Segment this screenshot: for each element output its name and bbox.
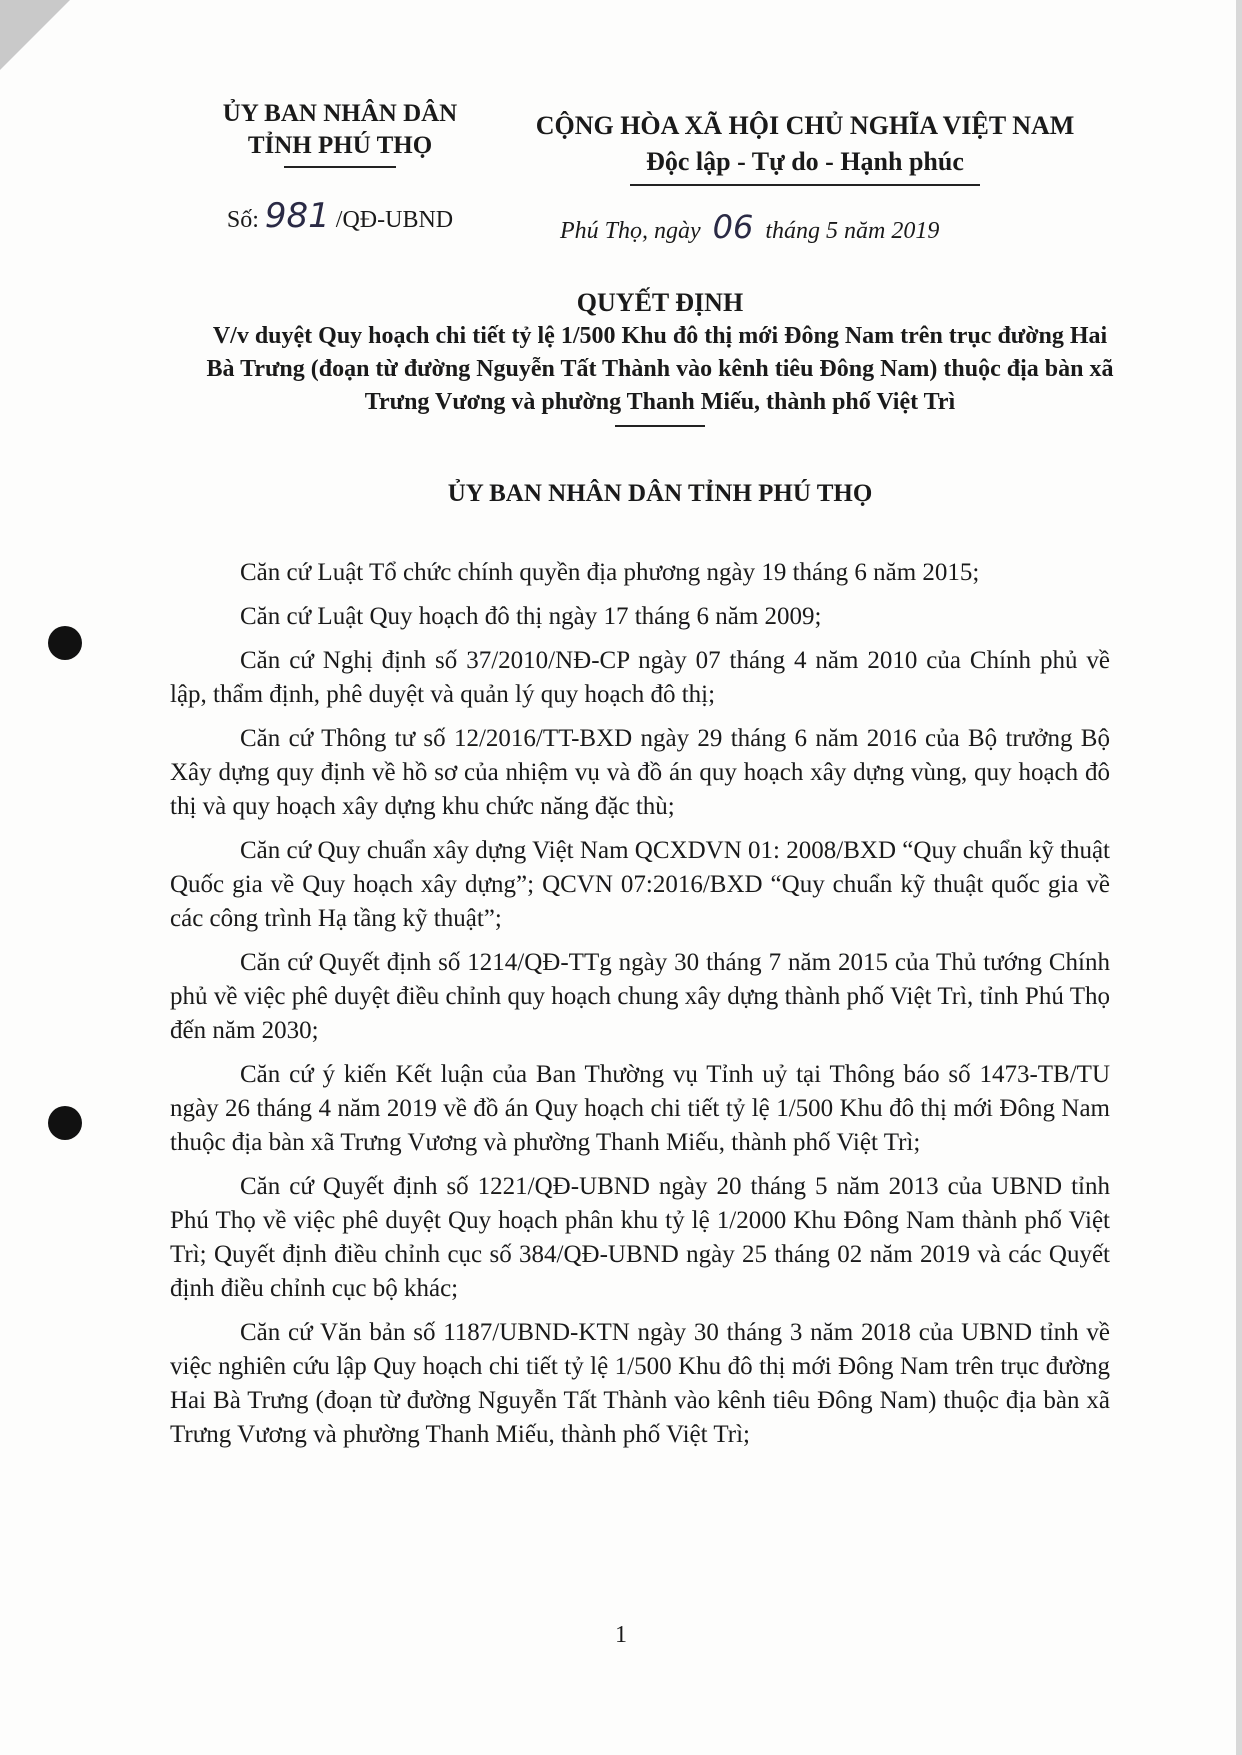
- document-number: [205, 196, 475, 236]
- legal-basis-paragraph: Căn cứ Quyết định số 1221/QĐ-UBND ngày 20 tháng 5 năm 2013 của UBND tỉnh Phú Thọ về việc phê duyệt Quy hoạch phân khu tỷ lệ 1/2000 Khu Đông Nam thành phố Việt Trì; Quyết định điều chỉnh cục số 384/QĐ-UBND ngày 25 tháng 02 năm 2019 và các Quyết định điều chỉnh cục bộ khác;: [170, 1173, 1110, 1302]
- decision-subject: V/v duyệt Quy hoạch chi tiết tỷ lệ 1/500 Khu đô thị mới Đông Nam trên trục đường Hai Bà Trưng (đoạn từ đường Nguyễn Tất Thành vào kênh tiêu Đông Nam) thuộc địa bàn xã Trưng Vương và phường Thanh Miếu, thành phố Việt Trì: [206, 323, 1114, 415]
- decision-title-block: [200, 286, 1120, 427]
- number-prefix: Số:: [226, 207, 259, 233]
- scan-edge: [1236, 0, 1242, 1755]
- legal-basis-paragraph: Căn cứ Luật Tổ chức chính quyền địa phương ngày 19 tháng 6 năm 2015;: [240, 559, 980, 586]
- legal-basis-paragraph: Căn cứ ý kiến Kết luận của Ban Thường vụ Tỉnh uỷ tại Thông báo số 1473-TB/TU ngày 26 tháng 4 năm 2019 về đồ án Quy hoạch chi tiết tỷ lệ 1/500 Khu đô thị mới Đông Nam thuộc địa bàn xã Trưng Vương và phường Thanh Miếu, thành phố Việt Trì;: [170, 1061, 1110, 1156]
- date-suffix: tháng 5 năm 2019: [765, 218, 940, 244]
- title-underline: [615, 425, 705, 427]
- national-title: CỘNG HÒA XÃ HỘI CHỦ NGHĨA VIỆT NAM: [535, 111, 1075, 140]
- legal-basis-paragraph: Căn cứ Quy chuẩn xây dựng Việt Nam QCXDVN 01: 2008/BXD “Quy chuẩn kỹ thuật Quốc gia về Quy hoạch xây dựng”; QCVN 07:2016/BXD “Quy chuẩn kỹ thuật quốc gia về các công trình Hạ tầng kỹ thuật”;: [170, 837, 1110, 932]
- legal-basis-paragraph: Căn cứ Văn bản số 1187/UBND-KTN ngày 30 tháng 3 năm 2018 của UBND tỉnh về việc nghiên cứu lập Quy hoạch chi tiết tỷ lệ 1/500 Khu đô thị mới Đông Nam trên trục đường Hai Bà Trưng (đoạn từ đường Nguyễn Tất Thành vào kênh tiêu Đông Nam) thuộc địa bàn xã Trưng Vương và phường Thanh Miếu, thành phố Việt Trì;: [170, 1319, 1110, 1448]
- legal-basis-paragraph: Căn cứ Luật Quy hoạch đô thị ngày 17 tháng 6 năm 2009;: [240, 603, 822, 630]
- handwritten-number: 981: [264, 196, 330, 236]
- national-motto: Độc lập - Tự do - Hạnh phúc: [646, 147, 964, 176]
- date-prefix: Phú Thọ, ngày: [560, 218, 701, 244]
- place-and-date: [560, 208, 1080, 246]
- folded-corner: [0, 0, 70, 70]
- agency-line-1: ỦY BAN NHÂN DÂN: [222, 100, 458, 127]
- national-heading: [510, 108, 1100, 186]
- agency-line-2: TỈNH PHÚ THỌ: [247, 132, 433, 159]
- decision-title: QUYẾT ĐỊNH: [576, 288, 744, 317]
- punch-hole-icon: [48, 626, 82, 660]
- legal-basis-paragraph: Căn cứ Thông tư số 12/2016/TT-BXD ngày 29 tháng 6 năm 2016 của Bộ trưởng Bộ Xây dựng quy định về hồ sơ của nhiệm vụ và đồ án quy hoạch xây dựng vùng, quy hoạch đô thị và quy hoạch xây dựng khu chức năng đặc thù;: [170, 725, 1110, 820]
- issuing-agency: [205, 98, 475, 168]
- legal-basis-paragraph: Căn cứ Nghị định số 37/2010/NĐ-CP ngày 07 tháng 4 năm 2010 của Chính phủ về lập, thẩm định, phê duyệt và quản lý quy hoạch đô thị;: [170, 647, 1110, 708]
- punch-hole-icon: [48, 1106, 82, 1140]
- page-number: 1: [615, 1622, 627, 1648]
- legal-basis-section: [170, 556, 1110, 1462]
- agency-underline: [284, 166, 396, 168]
- issuing-authority-heading: ỦY BAN NHÂN DÂN TỈNH PHÚ THỌ: [447, 480, 873, 507]
- number-suffix: /QĐ-UBND: [335, 207, 454, 233]
- handwritten-day: 06: [712, 208, 754, 246]
- legal-basis-paragraph: Căn cứ Quyết định số 1214/QĐ-TTg ngày 30 tháng 7 năm 2015 của Thủ tướng Chính phủ về việc phê duyệt điều chỉnh quy hoạch chung xây dựng thành phố Việt Trì, tỉnh Phú Thọ đến năm 2030;: [170, 949, 1110, 1044]
- motto-underline: [630, 184, 980, 186]
